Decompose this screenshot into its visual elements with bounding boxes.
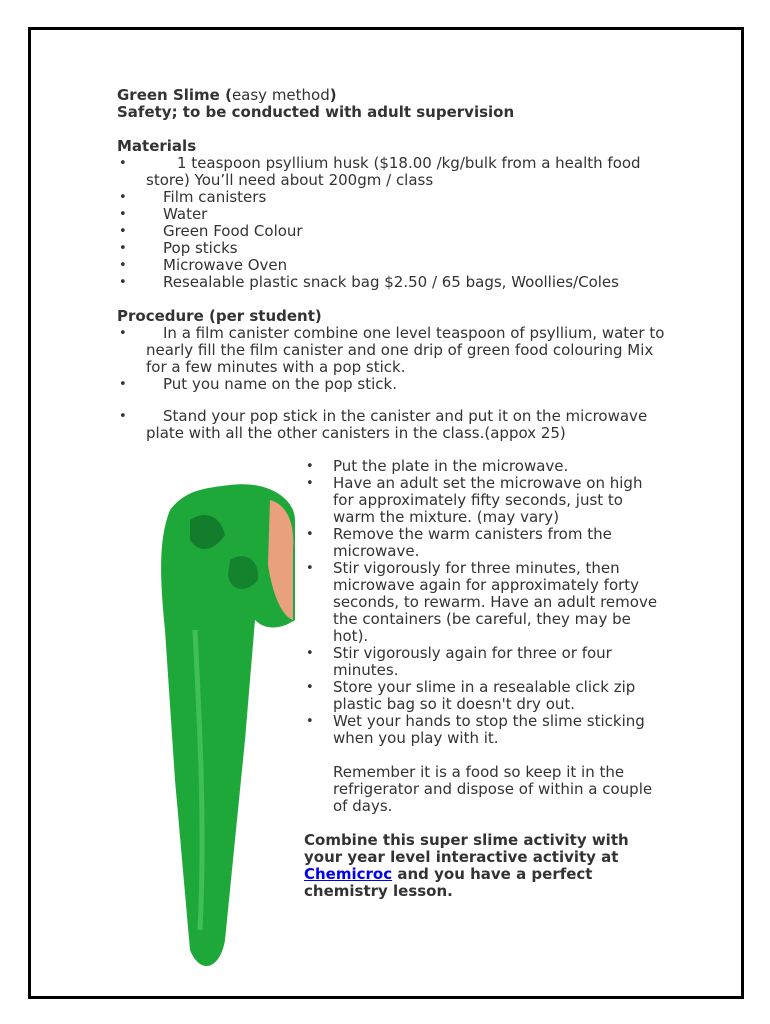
list-item: • Put the plate in the microwave. — [306, 457, 569, 475]
list-item: • Resealable plastic snack bag $2.50 / 65 bags, Woollies/Coles — [119, 273, 619, 291]
list-item: • Wet your hands to stop the slime sticking when you play with it. — [306, 712, 645, 747]
list-item: • In a film canister combine one level teaspoon of psyllium, water to nearly fill the film canister and one drip of green food colouring Mix for a few minutes with a pop stick. — [119, 324, 665, 376]
materials-list — [117, 155, 677, 291]
list-item: • Stir vigorously again for three or four minutes. — [306, 644, 612, 679]
materials-section — [117, 138, 677, 291]
steps-column — [304, 458, 664, 900]
list-item: • 1 teaspoon psyllium husk ($18.00 /kg/bulk from a health food store) You’ll need about 200gm / class — [119, 154, 641, 189]
chemicroc-link[interactable]: Chemicroc — [304, 865, 393, 883]
list-item: • Stand your pop stick in the canister and put it on the microwave plate with all the other canisters in the class.(appox 25) — [119, 407, 648, 442]
bullet-icon: • — [119, 258, 127, 273]
list-item: • Store your slime in a resealable click zip plastic bag so it doesn't dry out. — [306, 678, 636, 713]
procedure-section — [117, 308, 677, 442]
bullet-icon: • — [306, 527, 314, 542]
bullet-icon: • — [119, 377, 127, 392]
bullet-icon: • — [119, 207, 127, 222]
green-slime-image — [160, 480, 295, 980]
list-item: • Film canisters — [119, 188, 267, 206]
list-item: • Put you name on the pop stick. — [119, 375, 397, 393]
list-item: • Stir vigorously for three minutes, then microwave again for approximately forty seconds, to rewarm. Have an adult remove the containers (be careful, they may be hot). — [306, 559, 658, 645]
list-item: • Microwave Oven — [119, 256, 288, 274]
bullet-icon: • — [119, 409, 127, 424]
list-item: • Pop sticks — [119, 239, 238, 257]
bullet-icon: • — [119, 156, 127, 171]
storage-note: Remember it is a food so keep it in the refrigerator and dispose of within a couple of days. — [333, 763, 653, 815]
document-body — [117, 87, 677, 442]
bullet-icon: • — [306, 561, 314, 576]
bullet-icon: • — [119, 190, 127, 205]
procedure-list — [117, 325, 677, 442]
materials-heading: Materials — [117, 137, 197, 155]
procedure-heading: Procedure (per student) — [117, 307, 322, 325]
bullet-icon: • — [306, 714, 314, 729]
closing-text: Combine this super slime activity with your year level interactive activity at Chemicroc and you have a perfect chemistry lesson. — [304, 831, 629, 900]
bullet-icon: • — [119, 241, 127, 256]
bullet-icon: • — [306, 476, 314, 491]
bullet-icon: • — [306, 459, 314, 474]
list-item: • Green Food Colour — [119, 222, 303, 240]
list-item: • Water — [119, 205, 208, 223]
page-title: Green Slime (easy method) — [117, 86, 337, 104]
list-item: • Remove the warm canisters from the microwave. — [306, 525, 612, 560]
safety-note: Safety; to be conducted with adult supervision — [117, 103, 515, 121]
bullet-icon: • — [119, 275, 127, 290]
bullet-icon: • — [119, 326, 127, 341]
bullet-icon: • — [119, 224, 127, 239]
bullet-icon: • — [306, 680, 314, 695]
list-item: • Have an adult set the microwave on high for approximately fifty seconds, just to warm the mixture. (may vary) — [306, 474, 643, 526]
bullet-icon: • — [306, 646, 314, 661]
steps-list — [304, 458, 664, 747]
